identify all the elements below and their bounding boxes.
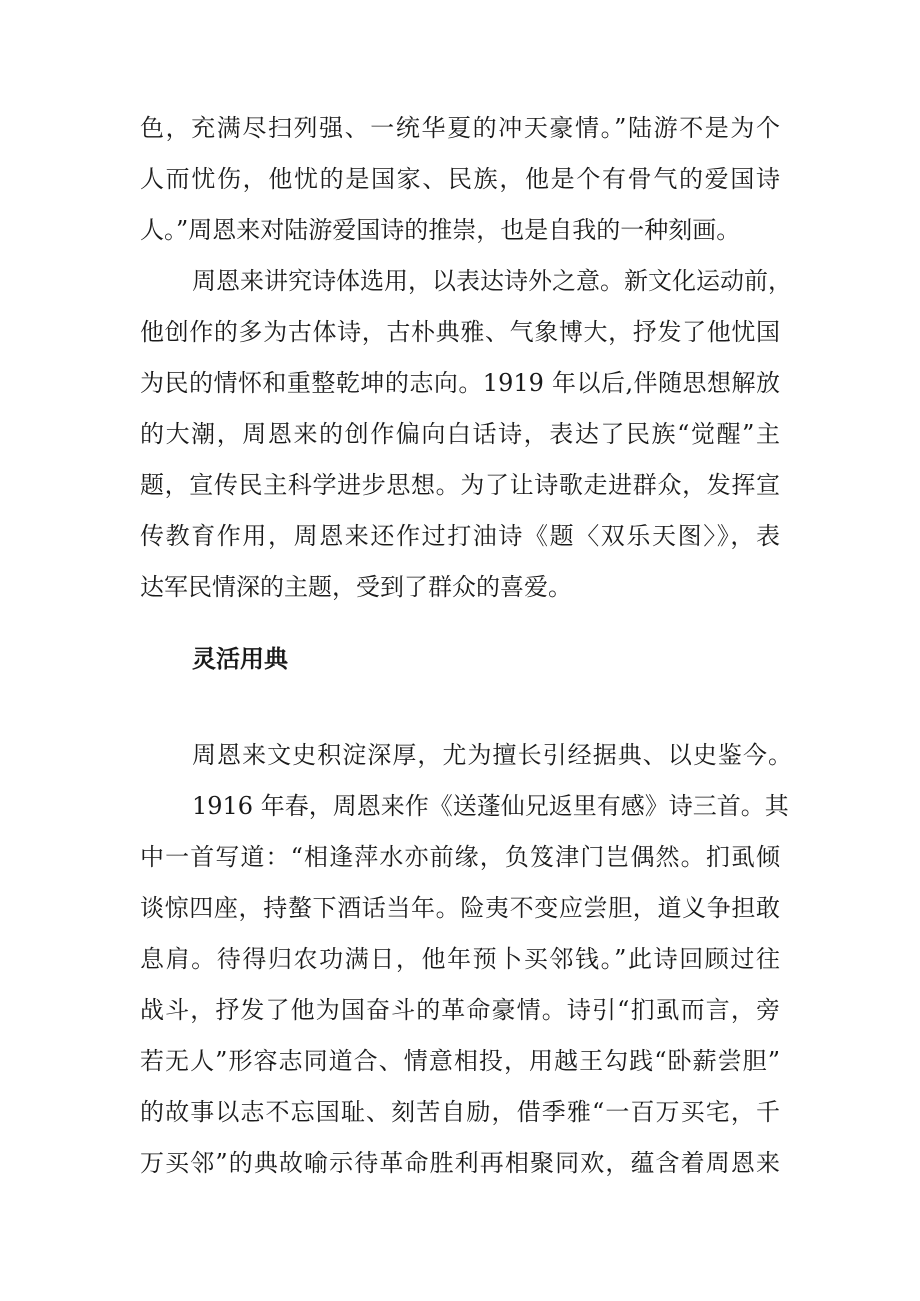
text-line: 达军民情深的主题，受到了群众的喜爱。	[140, 573, 572, 601]
text-line: 为民的情怀和重整乾坤的志向。1919 年以后,伴随思想解放	[140, 369, 780, 397]
text-line: 息肩。待得归农功满日，他年预卜买邻钱。”此诗回顾过往	[140, 945, 780, 973]
text-line: 谈惊四座，持螯下酒话当年。险夷不变应尝胆，道义争担敢	[140, 894, 780, 922]
text-line: 人而忧伤，他忧的是国家、民族，他是个有骨气的爱国诗	[140, 165, 780, 193]
text-line: 若无人”形容志同道合、情意相投，用越王勾践“卧薪尝胆”	[140, 1047, 780, 1075]
text-line: 中一首写道：“相逢萍水亦前缘，负笈津门岂偶然。扪虱倾	[140, 843, 780, 871]
text-line: 他创作的多为古体诗，古朴典雅、气象博大，抒发了他忧国	[140, 318, 780, 346]
section-heading: 灵活用典	[192, 645, 288, 673]
text-line: 的大潮，周恩来的创作偏向白话诗，表达了民族“觉醒”主	[140, 420, 780, 448]
text-line: 万买邻”的典故喻示待革命胜利再相聚同欢，蕴含着周恩来	[140, 1149, 780, 1177]
text-line: 题，宣传民主科学进步思想。为了让诗歌走进群众，发挥宣	[140, 471, 780, 499]
text-line: 1916 年春，周恩来作《送蓬仙兄返里有感》诗三首。其	[192, 792, 789, 820]
text-line: 传教育作用，周恩来还作过打油诗《题〈双乐天图〉》，表	[140, 522, 780, 550]
text-line: 周恩来讲究诗体选用，以表达诗外之意。新文化运动前，	[192, 267, 792, 295]
text-line: 周恩来文史积淀深厚，尤为擅长引经据典、以史鉴今。	[192, 741, 792, 769]
text-line: 的故事以志不忘国耻、刻苦自励，借季雅“一百万买宅，千	[140, 1098, 780, 1126]
text-line: 战斗，抒发了他为国奋斗的革命豪情。诗引“扪虱而言，旁	[140, 996, 780, 1024]
text-line: 人。”周恩来对陆游爱国诗的推崇，也是自我的一种刻画。	[140, 216, 741, 244]
text-line: 色，充满尽扫列强、一统华夏的冲天豪情。”陆游不是为个	[140, 114, 780, 142]
